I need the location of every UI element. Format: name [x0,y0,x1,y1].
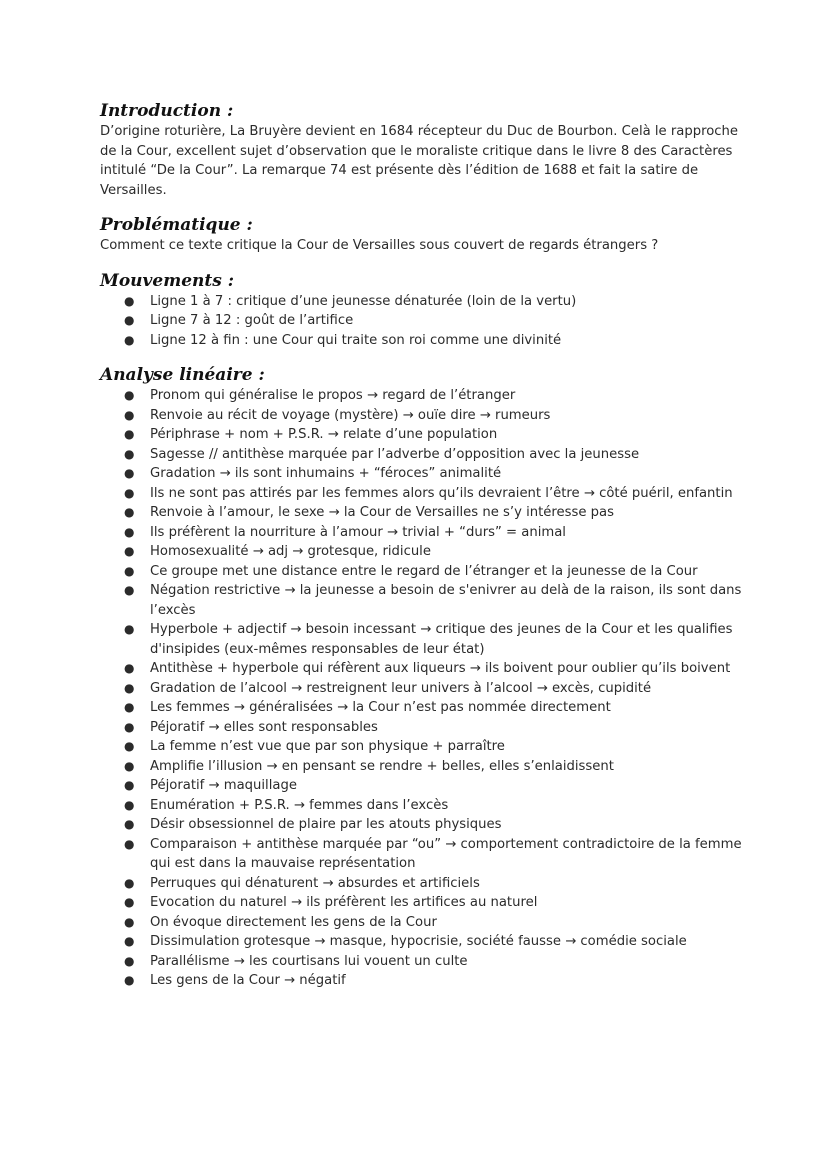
bullet-icon: ● [124,700,135,715]
bullet-icon: ● [124,817,135,832]
bullet-icon: ● [124,914,135,929]
bullet-icon: ● [124,563,135,578]
list-item [124,893,750,913]
list-item [124,386,750,406]
list-item-text: Parallélisme → les courtisans lui vouent un culte [150,953,468,969]
list-item [124,796,750,816]
list-item [124,718,750,738]
analyse-list [100,386,750,991]
list-item [124,542,750,562]
bullet-icon: ● [124,524,135,539]
list-item-text: Renvoie au récit de voyage (mystère) → ouïe dire → rumeurs [150,407,551,423]
list-item [124,835,750,874]
bullet-icon: ● [124,427,135,442]
list-item [124,698,750,718]
list-item-text: Ligne 7 à 12 : goût de l’artifice [150,313,354,329]
bullet-icon: ● [124,407,135,422]
list-item [124,737,750,757]
list-item-text: Ce groupe met une distance entre le regard de l’étranger et la jeunesse de la Cour [150,563,698,579]
list-item [124,503,750,523]
mouvements-heading: Mouvements : [100,270,234,291]
list-item-text: Ils ne sont pas attirés par les femmes alors qu’ils devraient l’être → côté puéril, enfantin [150,485,733,501]
list-item-text: Les femmes → généralisées → la Cour n’est pas nommée directement [150,700,611,716]
list-item [124,913,750,933]
list-item [124,331,750,351]
list-item [124,815,750,835]
bullet-icon: ● [124,758,135,773]
list-item [124,581,750,620]
list-item-text: Périphrase + nom + P.S.R. → relate d’une population [150,427,498,443]
problematique-heading: Problématique : [100,215,253,236]
bullet-icon: ● [124,778,135,793]
list-item-text: Dissimulation grotesque → masque, hypocrisie, société fausse → comédie sociale [150,934,687,950]
bullet-icon: ● [124,293,135,308]
list-item [124,406,750,426]
list-item-text: Enumération + P.S.R. → femmes dans l’excès [150,797,449,813]
list-item [124,523,750,543]
list-item [124,757,750,777]
list-item-text: Gradation → ils sont inhumains + “féroces” animalité [150,466,502,482]
list-item [124,952,750,972]
list-item-text: Amplifie l’illusion → en pensant se rendre + belles, elles s’enlaidissent [150,758,614,774]
list-item [124,445,750,465]
bullet-icon: ● [124,875,135,890]
list-item-text: Désir obsessionnel de plaire par les atouts physiques [150,817,502,833]
bullet-icon: ● [124,895,135,910]
list-item [124,620,750,659]
bullet-icon: ● [124,973,135,988]
list-item-text: Perruques qui dénaturent → absurdes et artificiels [150,875,480,891]
bullet-icon: ● [124,719,135,734]
list-item-text: Pronom qui généralise le propos → regard de l’étranger [150,388,516,404]
list-item-text: Ligne 1 à 7 : critique d’une jeunesse dénaturée (loin de la vertu) [150,293,577,309]
introduction-heading: Introduction : [100,101,234,121]
bullet-icon: ● [124,505,135,520]
bullet-icon: ● [124,836,135,851]
mouvements-list [100,292,750,351]
bullet-icon: ● [124,485,135,500]
list-item-text: Renvoie à l’amour, le sexe → la Cour de Versailles ne s’y intéresse pas [150,505,614,521]
list-item-text: Comparaison + antithèse marquée par “ou” → comportement contradictoire de la femme qui est dans la mauvaise représentation [150,836,742,872]
bullet-icon: ● [124,446,135,461]
bullet-icon: ● [124,313,135,328]
list-item [124,874,750,894]
list-item-text: La femme n’est vue que par son physique + parraître [150,739,505,755]
list-item-text: Antithèse + hyperbole qui réfèrent aux liqueurs → ils boivent pour oublier qu’ils boivent [150,661,731,677]
list-item [124,776,750,796]
analyse-section [100,364,742,991]
list-item-text: Négation restrictive → la jeunesse a besoin de s'enivrer au delà de la raison, ils sont dans l’excès [150,583,742,618]
list-item [124,464,750,484]
list-item [124,659,750,679]
bullet-icon: ● [124,466,135,481]
list-item-text: Evocation du naturel → ils préfèrent les artifices au naturel [150,895,538,911]
bullet-icon: ● [124,544,135,559]
bullet-icon: ● [124,332,135,347]
list-item-text: Ils préfèrent la nourriture à l’amour → trivial + “durs” = animal [150,524,566,540]
list-item-text: Hyperbole + adjectif → besoin incessant → critique des jeunes de la Cour et les qualifies d'insipides (eux-mêmes responsables de leur état) [150,622,733,657]
bullet-icon: ● [124,739,135,754]
list-item-text: Gradation de l’alcool → restreignent leur univers à l’alcool → excès, cupidité [150,680,652,696]
bullet-icon: ● [124,622,135,637]
list-item [124,679,750,699]
problematique-section [100,214,728,256]
list-item [124,932,750,952]
list-item-text: Sagesse // antithèse marquée par l’adverbe d’opposition avec la jeunesse [150,446,640,462]
bullet-icon: ● [124,388,135,403]
list-item-text: Péjoratif → elles sont responsables [150,719,378,735]
list-item [124,311,750,331]
introduction-text: D’origine roturière, La Bruyère devient en 1684 récepteur du Duc de Bourbon. Celà le rapproche de la Cour, excellent sujet d’observation que le moraliste critique dans le livre 8 des Caractères intitulé “De la Cour”. La remarque 74 est présente dès l’édition de 1688 et fait la satire de Versailles. [100,124,739,198]
list-item [124,425,750,445]
list-item-text: Ligne 12 à fin : une Cour qui traite son roi comme une divinité [150,332,562,348]
mouvements-section [100,270,728,351]
analyse-heading: Analyse linéaire : [100,365,265,386]
list-item-text: Homosexualité → adj → grotesque, ridicule [150,544,431,560]
list-item-text: On évoque directement les gens de la Cour [150,914,437,930]
list-item-text: Péjoratif → maquillage [150,778,297,794]
list-item [124,292,750,312]
bullet-icon: ● [124,934,135,949]
list-item [124,971,750,991]
problematique-text: Comment ce texte critique la Cour de Versailles sous couvert de regards étrangers ? [100,238,659,254]
bullet-icon: ● [124,661,135,676]
list-item [124,562,750,582]
list-item [124,484,750,504]
bullet-icon: ● [124,583,135,598]
introduction-section [100,100,739,200]
list-item-text: Les gens de la Cour → négatif [150,973,346,989]
bullet-icon: ● [124,953,135,968]
bullet-icon: ● [124,797,135,812]
bullet-icon: ● [124,680,135,695]
